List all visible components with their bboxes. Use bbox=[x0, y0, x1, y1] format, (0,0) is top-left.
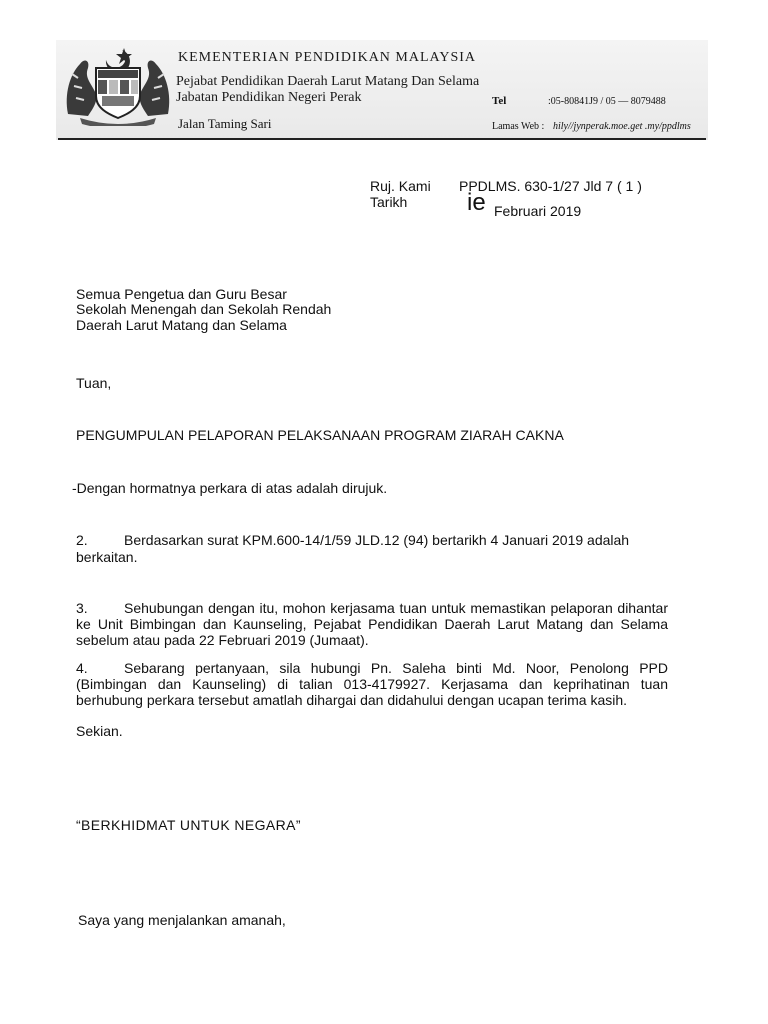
office-name: Pejabat Pendidikan Daerah Larut Matang Dan Selama bbox=[176, 74, 480, 89]
paragraph-3-number: 3. bbox=[76, 600, 88, 616]
paragraph-2-text: Berdasarkan surat KPM.600-14/1/59 JLD.12 (94) bertarikh 4 Januari 2019 adalah bbox=[124, 532, 630, 548]
paragraph-1: -Dengan hormatnya perkara di atas adalah dirujuk. bbox=[72, 480, 388, 496]
recipient-line-1: Semua Pengetua dan Guru Besar bbox=[76, 286, 287, 302]
date-month-year: Februari 2019 bbox=[494, 203, 582, 219]
paragraph-4 bbox=[76, 660, 668, 708]
department-name: Jabatan Pendidikan Negeri Perak bbox=[176, 90, 362, 105]
letter-subject: PENGUMPULAN PELAPORAN PELAKSANAAN PROGRAM ZIARAH CAKNA bbox=[76, 427, 564, 443]
office-address: Jalan Taming Sari bbox=[178, 116, 272, 131]
paragraph-3-text: Sehubungan dengan itu, mohon kerjasama tuan untuk memastikan pelaporan dihantar ke Unit Bimbingan dan Kaunseling, Pejabat Pendidikan Daerah Larut Matang dan Selama sebelum atau pada 22 Februari 2019 (Jumaat). bbox=[76, 600, 668, 648]
date-label: Tarikh bbox=[370, 194, 408, 210]
paragraph-3 bbox=[76, 600, 668, 648]
header-divider bbox=[58, 138, 706, 140]
tel-label: Tel bbox=[492, 95, 507, 107]
web-address: hily//jynperak.moe.get .my/ppdlms bbox=[553, 121, 691, 132]
salutation: Tuan, bbox=[76, 375, 112, 391]
recipient-line-3: Daerah Larut Matang dan Selama bbox=[76, 317, 287, 333]
web-label: Lamas Web : bbox=[492, 121, 545, 132]
paragraph-2-number: 2. bbox=[76, 532, 88, 548]
paragraph-4-text: Sebarang pertanyaan, sila hubungi Pn. Saleha binti Md. Noor, Penolong PPD (Bimbingan dan Kaunseling) di talian 013-4179927. Kerjasama dan keprihatinan tuan berhubung perkara tersebut amatlah dihargai dan didahului dengan ucapan terima kasih. bbox=[76, 660, 668, 708]
tel-value: :05-80841J9 / 05 — 8079488 bbox=[548, 96, 666, 107]
ruj-label: Ruj. Kami bbox=[370, 178, 431, 194]
closing: Sekian. bbox=[76, 723, 123, 739]
paragraph-4-number: 4. bbox=[76, 660, 88, 676]
signoff: Saya yang menjalankan amanah, bbox=[78, 912, 286, 928]
malaysia-coat-of-arms-icon bbox=[62, 44, 174, 126]
paragraph-2-continuation: berkaitan. bbox=[76, 549, 138, 565]
recipient-line-2: Sekolah Menengah dan Sekolah Rendah bbox=[76, 301, 332, 317]
date-day: ie bbox=[467, 189, 486, 216]
ministry-name: KEMENTERIAN PENDIDIKAN MALAYSIA bbox=[178, 50, 477, 65]
motto: “BERKHIDMAT UNTUK NEGARA” bbox=[76, 817, 301, 833]
ruj-value: PPDLMS. 630-1/27 Jld 7 ( 1 ) bbox=[459, 178, 642, 194]
